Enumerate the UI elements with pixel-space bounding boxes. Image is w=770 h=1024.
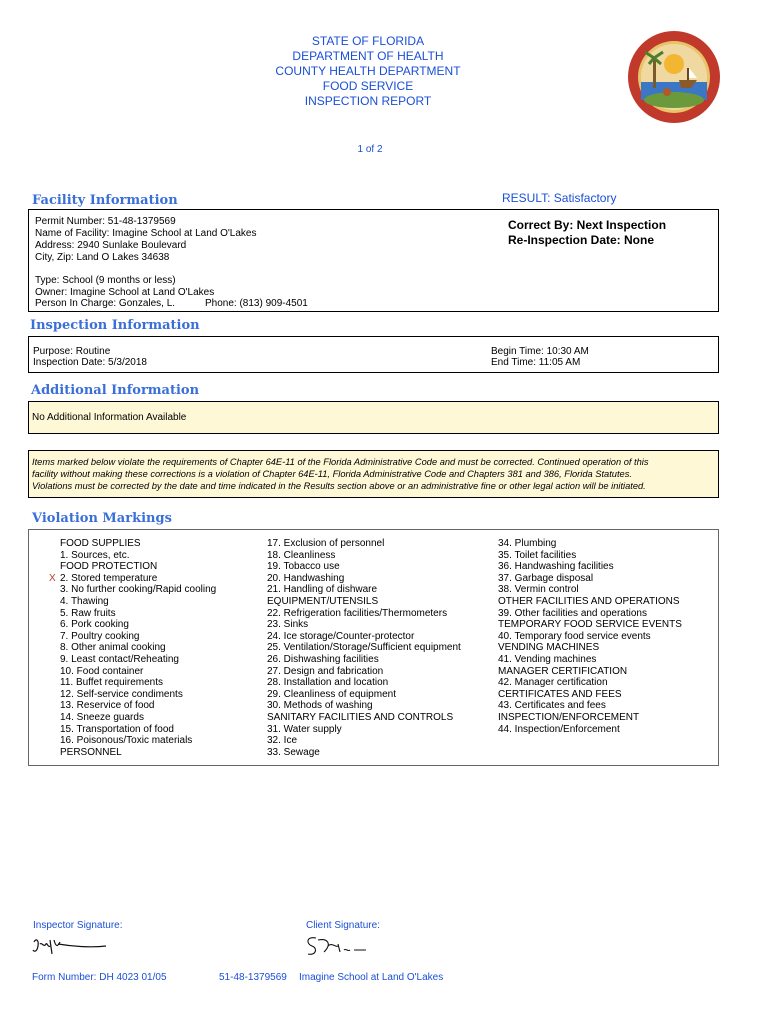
violation-item: 16. Poisonous/Toxic materials bbox=[60, 735, 193, 747]
violation-item: 8. Other animal cooking bbox=[60, 642, 166, 654]
florida-state-seal-icon bbox=[627, 30, 721, 124]
violation-item: 19. Tobacco use bbox=[267, 561, 340, 573]
violation-item: 26. Dishwashing facilities bbox=[267, 653, 379, 665]
violation-item: 41. Vending machines bbox=[498, 653, 597, 665]
facility-city: City, Zip: Land O Lakes 34638 bbox=[35, 252, 170, 263]
violation-item: MANAGER CERTIFICATION bbox=[498, 665, 628, 677]
violation-item: 28. Installation and location bbox=[267, 677, 389, 689]
violation-item: 44. Inspection/Enforcement bbox=[498, 723, 620, 735]
facility-owner: Owner: Imagine School at Land O'Lakes bbox=[35, 287, 215, 298]
header-line: INSPECTION REPORT bbox=[304, 94, 432, 108]
violation-item: OTHER FACILITIES AND OPERATIONS bbox=[498, 595, 680, 607]
inspection-date: Inspection Date: 5/3/2018 bbox=[33, 357, 147, 368]
violation-item-marked bbox=[49, 572, 216, 585]
section-title-additional: Additional Information bbox=[31, 383, 200, 398]
footer-permit-number: 51-48-1379569 bbox=[219, 972, 287, 983]
violation-item: FOOD PROTECTION bbox=[60, 561, 158, 573]
violations-column-3 bbox=[498, 538, 682, 735]
correct-by: Correct By: Next Inspection bbox=[508, 218, 667, 232]
header-line: STATE OF FLORIDA bbox=[311, 34, 425, 48]
result-label: RESULT: Satisfactory bbox=[502, 191, 617, 205]
section-title-facility: Facility Information bbox=[32, 193, 178, 208]
facility-phone: Phone: (813) 909-4501 bbox=[205, 298, 308, 309]
violation-item: 22. Refrigeration facilities/Thermometers bbox=[267, 607, 448, 619]
violations-column-1 bbox=[49, 538, 217, 758]
violation-item: 15. Transportation of food bbox=[60, 723, 174, 735]
additional-text: No Additional Information Available bbox=[32, 412, 187, 423]
violation-item: 11. Buffet requirements bbox=[60, 677, 164, 689]
violation-item: 27. Design and fabrication bbox=[267, 665, 384, 677]
section-title-inspection: Inspection Information bbox=[30, 318, 200, 333]
violation-item: 37. Garbage disposal bbox=[498, 572, 594, 584]
violation-item: 32. Ice bbox=[267, 735, 298, 747]
violation-item: 7. Poultry cooking bbox=[60, 630, 140, 642]
facility-name: Name of Facility: Imagine School at Land O'Lakes bbox=[35, 228, 257, 239]
violation-item: 17. Exclusion of personnel bbox=[267, 538, 385, 549]
violation-item: 12. Self-service condiments bbox=[60, 688, 183, 700]
violation-item: 29. Cleanliness of equipment bbox=[267, 688, 396, 700]
violation-item: 10. Food container bbox=[60, 665, 144, 677]
violation-item: 9. Least contact/Reheating bbox=[60, 653, 179, 665]
violations-column-2 bbox=[267, 538, 461, 758]
violation-item: 36. Handwashing facilities bbox=[498, 561, 614, 573]
violation-item: VENDING MACHINES bbox=[498, 642, 600, 654]
inspector-signature bbox=[30, 934, 110, 960]
violation-item: 39. Other facilities and operations bbox=[498, 607, 647, 619]
inspection-purpose: Purpose: Routine bbox=[33, 346, 111, 357]
reinspection-date: Re-Inspection Date: None bbox=[508, 233, 655, 247]
violation-item: 6. Pork cooking bbox=[60, 619, 129, 631]
violation-item: 4. Thawing bbox=[60, 595, 109, 607]
notice-line: Items marked below violate the requirements of Chapter 64E-11 of the Florida Administrative Code and must be corrected. Continued operation of this bbox=[32, 457, 649, 467]
header-line: FOOD SERVICE bbox=[322, 79, 414, 93]
violation-item: 21. Handling of dishware bbox=[267, 584, 378, 596]
header-line: COUNTY HEALTH DEPARTMENT bbox=[275, 64, 461, 78]
notice-line: facility without making these corrections is a violation of Chapter 64E-11, Florida Administrative Code and Chapters 381 and 386, Florida Statutes. bbox=[32, 469, 632, 479]
violation-item: 24. Ice storage/Counter-protector bbox=[267, 630, 415, 642]
facility-address: Address: 2940 Sunlake Boulevard bbox=[35, 240, 187, 251]
form-number: Form Number: DH 4023 01/05 bbox=[32, 972, 167, 983]
inspection-end-time: End Time: 11:05 AM bbox=[491, 357, 581, 368]
page-indicator: 1 of 2 bbox=[357, 144, 383, 155]
inspection-begin-time: Begin Time: 10:30 AM bbox=[491, 346, 589, 357]
violation-item: 23. Sinks bbox=[267, 619, 309, 631]
violation-item: PERSONNEL bbox=[60, 746, 122, 758]
section-title-violations: Violation Markings bbox=[32, 511, 172, 526]
report-header bbox=[230, 34, 506, 109]
client-signature bbox=[302, 934, 372, 960]
violation-item: 43. Certificates and fees bbox=[498, 700, 606, 712]
violation-item: INSPECTION/ENFORCEMENT bbox=[498, 711, 640, 723]
violation-item-label: 2. Stored temperature bbox=[60, 572, 158, 584]
violation-item: 31. Water supply bbox=[267, 723, 342, 735]
client-signature-label: Client Signature: bbox=[306, 920, 380, 931]
violation-item: 20. Handwashing bbox=[267, 572, 345, 584]
violation-item: 18. Cleanliness bbox=[267, 549, 336, 561]
violation-item: 14. Sneeze guards bbox=[60, 711, 144, 723]
facility-type: Type: School (9 months or less) bbox=[35, 275, 176, 286]
inspector-signature-label: Inspector Signature: bbox=[33, 920, 123, 931]
header-line: DEPARTMENT OF HEALTH bbox=[292, 49, 444, 63]
violation-mark: X bbox=[49, 572, 56, 584]
violation-item: CERTIFICATES AND FEES bbox=[498, 688, 622, 700]
violation-item: 1. Sources, etc. bbox=[60, 549, 130, 561]
violation-item: 34. Plumbing bbox=[498, 538, 557, 549]
violation-item: 30. Methods of washing bbox=[267, 700, 373, 712]
facility-person-in-charge: Person In Charge: Gonzales, L. bbox=[35, 298, 176, 309]
violation-item: FOOD SUPPLIES bbox=[60, 538, 141, 549]
violation-item: 3. No further cooking/Rapid cooling bbox=[60, 584, 217, 596]
violation-item: 38. Vermin control bbox=[498, 584, 579, 596]
violation-item: 33. Sewage bbox=[267, 746, 320, 758]
violation-item: SANITARY FACILITIES AND CONTROLS bbox=[267, 711, 454, 723]
violation-item: 35. Toilet facilities bbox=[498, 549, 577, 561]
facility-permit: Permit Number: 51-48-1379569 bbox=[35, 216, 176, 227]
footer-facility-name: Imagine School at Land O'Lakes bbox=[299, 972, 444, 983]
violation-item: 40. Temporary food service events bbox=[498, 630, 651, 642]
violation-notice bbox=[32, 456, 717, 492]
notice-line: Violations must be corrected by the date and time indicated in the Results section above or an administrative fine or other legal action will be initiated. bbox=[32, 481, 646, 491]
violation-item: 13. Reservice of food bbox=[60, 700, 155, 712]
violation-item: 42. Manager certification bbox=[498, 677, 608, 689]
violation-item: TEMPORARY FOOD SERVICE EVENTS bbox=[498, 619, 682, 631]
violation-item: EQUIPMENT/UTENSILS bbox=[267, 595, 379, 607]
violation-item: 25. Ventilation/Storage/Sufficient equipment bbox=[267, 642, 461, 654]
violation-item: 5. Raw fruits bbox=[60, 607, 116, 619]
